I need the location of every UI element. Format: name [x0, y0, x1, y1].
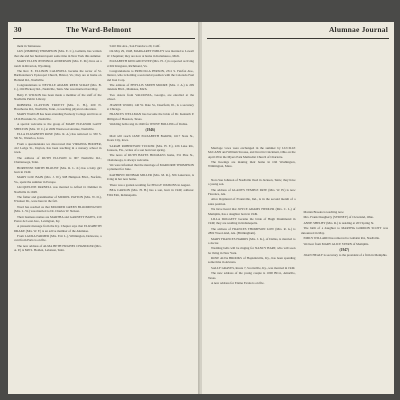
photo-space [208, 44, 296, 146]
page-number: 30 [14, 25, 22, 34]
news-paragraph: MARY FRANCES HARRIS (Mrs. J. K.), of Dallas, is married to a doctor. [208, 236, 296, 245]
news-paragraph: From LAURA FARMER (Mrs. Eric L.), Wilmington, Delaware, a card from Paris is on file. [14, 234, 102, 243]
news-paragraph: We hear from MARY ALICE STERN of Memphis. [303, 241, 369, 246]
news-paragraph: JEANNE WOOD, 140 W. Dale St., Deerfield, Ill., is a secretary in Chicago. [106, 102, 194, 111]
news-paragraph: The new address of ALMA BETH HUGHES CHANDLER (Mrs. A. P.) is 848 S. Holden, Lebanon, Tenn. [14, 243, 102, 253]
left-column-2 [107, 44, 195, 388]
news-paragraph: EMILY WILLARD has removed to Gallatin Rd., Nashville. [303, 236, 380, 241]
right-column-2 [301, 44, 389, 388]
news-paragraph: Wedding bells will be ringing for NANCY HART, who will soon be living in New York. [208, 246, 296, 255]
news-paragraph: Alice Raymond of Evansville, Ind., is in the second month of a sales position. [208, 197, 296, 206]
news-paragraph: From a questionnaire we discovered that VIRGINIA HOOPER, 412 Ledge St., Dayton, has been teaching in a nursery school in town. [14, 141, 102, 155]
news-paragraph: SARAH ROBERTSON TUCKER (Mrs. H. E.), 226 Lake Rd., Sarasota, Fla., writes of a son born last spring. [106, 143, 194, 152]
right-page-header [202, 25, 394, 37]
left-page-columns [14, 44, 194, 388]
news-paragraph: JAN (ZIMMER) THOMPSON (Mrs. E. C.), Gallatin, has written that she and her husband spent some time in New York this summer. [14, 49, 102, 58]
left-page [8, 22, 200, 394]
news-paragraph: ELIZABETH KINCAID ESTEP (Mrs. H. J.) is reported as living at 602 Kingston, Richmond, Va. [106, 59, 194, 68]
news-paragraph: A special welcome to the group of MARY ELEANOR GANT SHELTON (Mrs. W. C.) at 2609 Westwood Avenue, Nashville. [14, 122, 102, 131]
news-paragraph: The new address of the young couple is 1000 Blvd., Amarillo, Texas. [208, 271, 296, 280]
news-paragraph: ANNE SHELBY (Mrs. R.) is residing at 203 Spring St. [303, 220, 375, 225]
news-paragraph: Wedding bells rang in 1949 for JENNY BOLLING of Dallas. [109, 122, 188, 127]
news-paragraph: Nora Sue Johnson of Nashville lived in Jackson, Tenn.; they have a young son. [208, 177, 296, 187]
news-paragraph: LILLA DOGGETT became the bride of Hugh Drummond in 1949; they are residing in Indianapolis. [208, 216, 296, 226]
news-paragraph: The address of RUTH ELLISON is 907 Nashville Rd., Chattanooga, Tenn. [14, 155, 102, 165]
header-rule [207, 38, 389, 39]
right-column-1 [208, 44, 296, 388]
news-paragraph: Mrs. Frank Dougherty (SYDNEY) of Cleveland, Ohio. [303, 215, 374, 220]
news-paragraph: The Koenigs are making their home in Old Washington, Wilmington, Mass. [208, 160, 296, 169]
news-paragraph: The address of GLADYS TEMPLE PATE (Mrs. W. H.) is now Florence, Ala. [208, 187, 296, 196]
news-paragraph: We have heard that JOYCE ADAMS FIEDLER (Mrs. C. L.) of Memphis, has a daughter born in 1949. [208, 207, 296, 216]
news-paragraph: A pleasant message from the Ky. Chapter says that ELIZABETH DRAKE (Mrs. W. F.) is an active member of the Alumnae. [14, 224, 102, 233]
news-paragraph: MARY WAUGH has been attending Peabody College and lives at 1816 Hawkins St., Nashville. [14, 112, 102, 121]
class-year-heading: (1947) [339, 247, 350, 252]
news-paragraph: Two sisters from VALDOSTA, Georgia, are enrolled at the school. [106, 92, 194, 102]
news-paragraph: The address of PHYLLIS SMITH MOORE (Mrs. J. A.) is 209 Oakdale Blvd., Manistee, Mich. [106, 83, 194, 92]
running-head: Alumnae Journal [328, 25, 388, 34]
news-paragraph: The birth of a daughter to MARTHA GORDON SCOTT was announced in May. [300, 226, 388, 235]
news-paragraph: MARY LOU BAIN (Mrs. J. W.), 908 Hampton Blvd., Norfolk, Va., spent the summer in Europe. [14, 175, 102, 184]
news-paragraph: ROSE ALTA BROOKS of Hopkinsville, Ky., has been spending some time in Arizona. [208, 256, 296, 265]
news-paragraph: Congratulations to NEVILLE ADAMS REED SCRAP (Mrs. B. C.), Old Hickory Rd., Nashville, Tenn. She was married last May. [14, 83, 102, 92]
news-paragraph: Marriage vows were exchanged in the summer by LUCILLE McCANN and William Strouse, and lived in Cincinnati, Ohio on the April 28 in the Myers Park Methodist Church of Charlotte. [208, 146, 296, 159]
news-paragraph: MARY ELLEN JENNINGS ANDERSON (Mrs. E. M.) lives on a ranch in Riverton, Wyoming. [14, 59, 102, 68]
news-paragraph: On May 29, 1948, MARGARET EMILEY was married to Lowell W. Chapman; they are now at home in Kalamazoo, Mich. [106, 49, 194, 58]
running-head: The Ward-Belmont [66, 25, 132, 34]
right-column-1-body [208, 178, 296, 286]
column-blank-space [301, 44, 389, 210]
news-paragraph: We were informed that the marriage of MARJORIE THOMPSON is planned for June. [106, 163, 194, 172]
right-page [202, 22, 394, 394]
news-paragraph: JOAN HEALY is secretary to the president of a firm in Memphis. [303, 253, 388, 258]
news-paragraph: The Rev. E. ELLISON CALDWELL became the rector of St. Bartholomew's Episcopal Church, Bristol, Va.; they are at home on Holland Rd., Nashville. [14, 69, 102, 82]
class-year-heading: (1946) [145, 128, 156, 133]
news-paragraph: JACQUELINE PARNELL was married to Alfred O. Dehmer in Nashville in 1948. [14, 185, 102, 194]
news-paragraph: The news of RUTH HAYES HOLMAN's home, 331 Pine St., Chattanooga, is always welcome. [106, 153, 194, 162]
right-column-2-body [301, 210, 389, 258]
news-paragraph: ROBERTA CLAYTON TRUETT (Mrs. C. H.), 209 N. Hawthorne Rd., Nashville, Tenn., is teaching physical education. [14, 102, 102, 111]
news-paragraph: ELLA ELIZABETH ROSE (Mrs. R. A.) has removed to 330 S. 5th St., Waterloo, Iowa. [14, 132, 102, 141]
news-paragraph: ment in Tennessee. [17, 44, 42, 48]
news-paragraph: Their business names are MARTHA and GARNETT BATES, 219 Ponce de Leon Ave., Lexington, Ky. [14, 214, 102, 223]
news-paragraph: FRANCES WELLMAN has become the bride of Dr. Kenneth P. Milligan of Houston, Texas. [106, 112, 194, 121]
news-paragraph: SALLY GRAVES, Route 7, Scottsville, Ky., was married in 1949. [211, 265, 296, 270]
news-paragraph: HORTENSE SMITH BLOUNT (Mrs. R. L. Jr.) has a baby girl born in 1949. [14, 165, 102, 174]
spacer [208, 170, 296, 178]
left-column-1 [14, 44, 102, 388]
left-page-header [8, 25, 200, 37]
news-paragraph: Betty P. WILSON has been made a member of the staff of the Nashville Public Library. [14, 92, 102, 102]
news-paragraph: The address of FRANCES THOMPSON LOW (Mrs. R. G.) is 2802 Wood-land, Ala. (Birmingham). [208, 226, 296, 236]
news-paragraph: BEA CARSON (Mrs. H. H.) has a son, born in 1949; address: 8304 Elm, Indianapolis. [106, 188, 194, 197]
news-paragraph: Marian Brooks is teaching now. [303, 210, 345, 214]
right-page-columns [208, 44, 388, 388]
news-paragraph: Congratulations to PRISCILLA PERSON, 2311 S. Fairfax Ave., Denver, who is holding a secretarial position with the Colorado Fuel and Iron Corp. [106, 69, 194, 82]
news-paragraph: The father and grandmother of MURIEL PATTON (Mrs. W. D.), 8 Sunset Dr., were here in the fall. [14, 195, 102, 204]
news-paragraph: Word has reached us that MILDRED GREEN BLOOMINGTON (Mrs. L. W.) was married to Dr. Charles W. Nelson. [14, 204, 102, 214]
news-paragraph: A new address for Elaine Evans is on file. [211, 281, 265, 286]
news-paragraph: KATHRYN DUNBAR MILLER (Mrs. M. R.), 506 Lakeview, is living in her new home. [106, 172, 194, 182]
header-rule [13, 38, 195, 39]
news-paragraph: There was a garden wedding for PEGGY WATKINS in August. [109, 182, 191, 187]
news-paragraph: 5410 Dix Ave., San Francisco 29, Calif. [109, 44, 161, 48]
news-paragraph: Mail will reach JANE ELIZABETH BAKER, 1617 State St., Sioux City, Iowa. [106, 133, 194, 143]
right-column-1-top [208, 146, 296, 169]
